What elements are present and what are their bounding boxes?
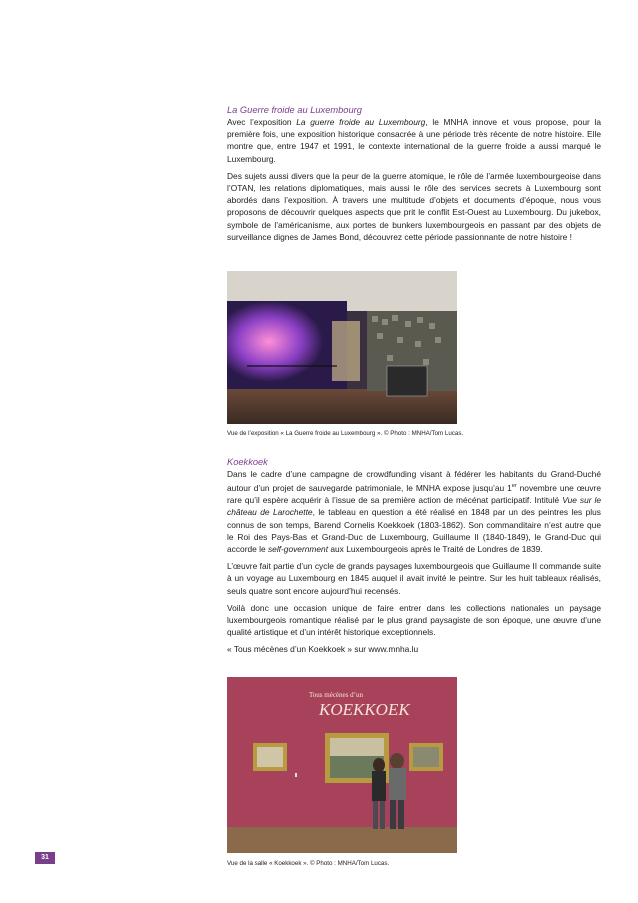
paragraph: Voilà donc une occasion unique de faire entrer dans les collections nationales un paysage luxembourgeois romantique réalisé par le plus grand paysagiste de son époque, une œuvre d’une qualité artistique et d’un intérêt historique exceptionnels. <box>227 602 601 638</box>
superscript: er <box>511 483 517 490</box>
exhibition-title: La guerre froide au Luxembourg <box>296 117 426 127</box>
cold-war-exhibition-photo <box>227 271 457 424</box>
painting-title: Vue sur le château de Larochette <box>227 495 602 518</box>
paragraph: « Tous mécènes d’un Koekkoek » sur www.mnha.lu <box>227 644 419 655</box>
photo-caption: Vue de l’exposition « La Guerre froide au Luxembourg ». © Photo : MNHA/Tom Lucas. <box>227 430 464 437</box>
text-run: , le tableau en question a été réalisé en 1848 par un des peintres les plus connus de son temps, Barend Cornelis Koekkoek (1803-1862). Son commanditaire n’est autre que le Roi des Pays-Bas et Grand-Duc de Luxembourg, Guillaume II (1840-1849), le Grand-Duc qui accorde le <box>227 507 601 555</box>
section-heading-cold-war: La Guerre froide au Luxembourg <box>227 105 362 115</box>
wall-text-big: KOEKKOEK <box>319 700 410 719</box>
page-number: 31 <box>35 852 55 864</box>
paragraph <box>227 468 601 555</box>
photo-caption: Vue de la salle « Koekkoek ». © Photo : MNHA/Tom Lucas. <box>227 860 390 867</box>
section-koekkoek <box>227 456 601 661</box>
paragraph <box>227 116 601 165</box>
paragraph: L’œuvre fait partie d’un cycle de grands paysages luxembourgeois que Guillaume II commande suite à un voyage au Luxembourg en 1845 auquel il avait invité le peintre. Sur les huit tableaux réalisés, seuls quatre sont encore aujourd’hui recensés. <box>227 561 601 596</box>
section-heading-koekkoek: Koekkoek <box>227 457 268 467</box>
italic-term: self-government <box>267 544 329 555</box>
wall-text-small: Tous mécènes d’un <box>309 691 363 699</box>
text-run: novembre une œuvre rare qu’il espère acquérir à l’issue de sa première action de mécénat participatif. Intitulé <box>227 483 601 506</box>
paragraph: Des sujets aussi divers que la peur de la guerre atomique, le rôle de l’armée luxembourgeoise dans l’OTAN, les relations diplomatiques, mais aussi le rôle des services secrets à Luxembourg sont abordés dans l’exposition. À travers une multitude d’objets et documents d’époque, nous vous proposons de découvrir quelques aspects que prit le conflit Est-Ouest au Luxembourg. Du jukebox, symbole de l’américanisme, aux portes de bunkers luxembourgeois en passant par des objets de surveillance dignes de James Bond, découvrez cette période passionnante de notre histoire ! <box>227 170 601 242</box>
text-run: aux Luxembourgeois après le Traité de Londres de 1839. <box>328 544 543 555</box>
text-run: Avec l’exposition <box>227 117 297 127</box>
section-cold-war <box>227 104 601 248</box>
koekkoek-room-photo <box>227 677 457 853</box>
text-run: , le MNHA innove et vous propose, pour la première fois, une exposition historique consacrée à une période très récente de notre histoire. Elle montre que, entre 1947 et 1991, le contexte international de la guerre froide a aussi marqué le Luxembourg. <box>227 117 602 164</box>
text-run: Dans le cadre d’une campagne de crowdfunding visant à fédérer les habitants du Grand-Duché autour d’un projet de sauvegarde patrimoniale, le MNHA expose jusqu’au 1 <box>227 469 601 493</box>
